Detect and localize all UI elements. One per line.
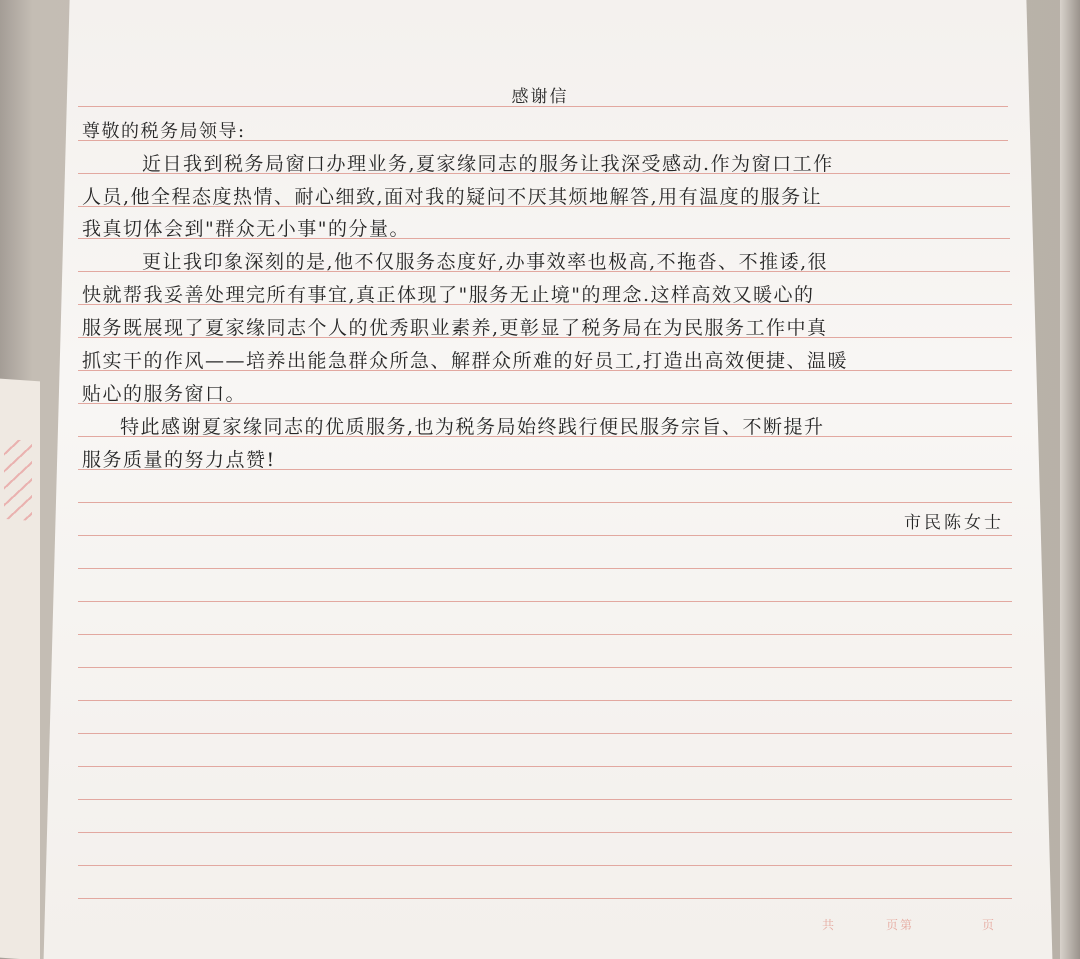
ruled-line [78,634,1012,635]
letter-title: 感谢信 [511,87,569,107]
ruled-line [78,700,1012,701]
ruled-line [78,667,1012,668]
letter-line: 近日我到税务局窗口办理业务,夏家缘同志的服务让我深受感动.作为窗口工作 [142,153,834,175]
footer-page: 页第 [886,918,915,932]
letter-line: 服务质量的努力点赞! [82,449,276,471]
letter-line: 贴心的服务窗口。 [82,383,247,405]
ruled-line [78,766,1012,767]
ruled-line [78,535,1012,536]
letter-signature: 市民陈女士 [904,513,1004,533]
ruled-line [78,898,1012,899]
letter-line: 我真切体会到"群众无小事"的分量。 [82,218,410,240]
ruled-line [78,502,1012,503]
letter-line: 更让我印象深刻的是,他不仅服务态度好,办事效率也极高,不拖沓、不推诿,很 [142,251,829,273]
letter-salutation: 尊敬的税务局领导: [82,121,246,142]
ruled-line [78,601,1012,602]
letter-line: 抓实干的作风——培养出能急群众所急、解群众所难的好员工,打造出高效便捷、温暖 [82,350,849,372]
ruled-line [78,733,1012,734]
ruled-line [78,832,1012,833]
letter-line: 服务既展现了夏家缘同志个人的优秀职业素养,更彰显了税务局在为民服务工作中真 [82,317,828,339]
ruled-line [78,799,1012,800]
ruled-line [78,865,1012,866]
letter-line: 快就帮我妥善处理完所有事宜,真正体现了"服务无止境"的理念.这样高效又暖心的 [82,284,815,306]
letter-line: 特此感谢夏家缘同志的优质服务,也为税务局始终践行便民服务宗旨、不断提升 [120,416,825,438]
ruled-line [78,568,1012,569]
letter-line: 人员,他全程态度热情、耐心细致,面对我的疑问不厌其烦地解答,用有温度的服务让 [82,186,823,208]
footer-page-end: 页 [982,918,997,932]
footer-total: 共 [822,918,837,932]
